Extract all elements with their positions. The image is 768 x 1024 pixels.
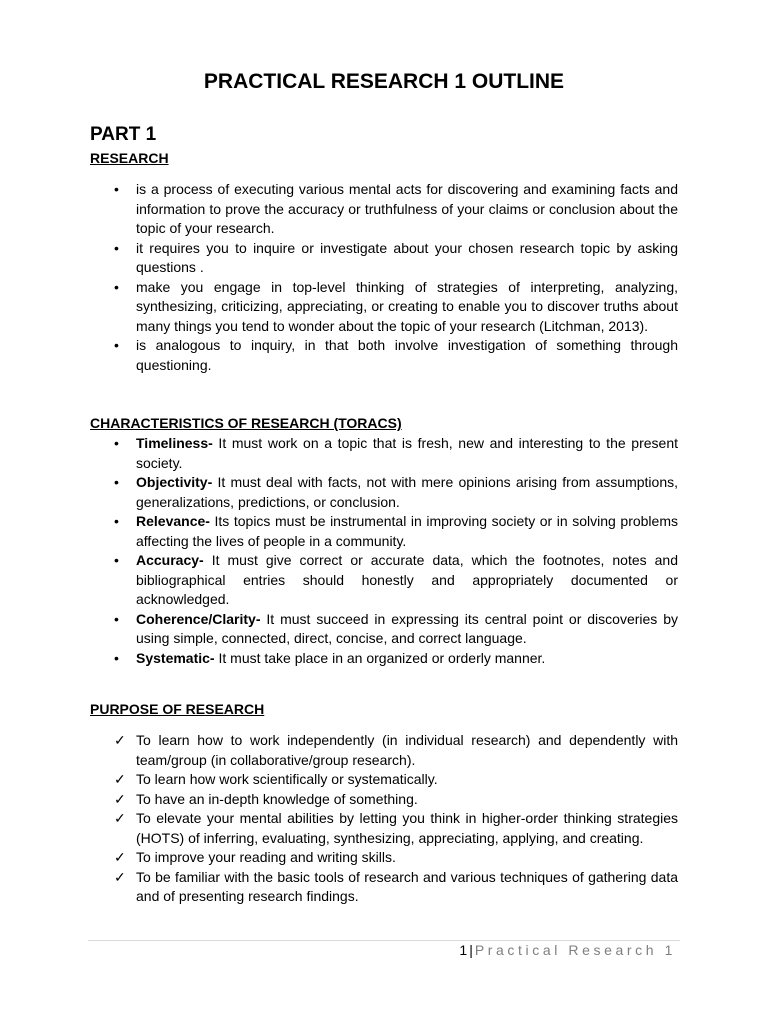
footer-separator: | (469, 942, 473, 958)
list-item-text: To improve your reading and writing skills. (136, 849, 396, 865)
bullet-marker: • (114, 278, 119, 295)
term-description: It must succeed in expressing its central point or discoveries by using simple, connected, direct, concise, and correct language. (136, 610, 678, 646)
bullet-marker: • (114, 513, 119, 529)
list-item-text: To elevate your mental abilities by letting you think in higher-order thinking strategies (HOTS) of inferring, evaluating, synthesizing, appreciating, applying, and creating. (136, 810, 678, 846)
list-item (90, 239, 678, 278)
list-item-text: is a process of executing various mental acts for discovering and examining facts and information to prove the accuracy or truthfulness of your claims or conclusion about the topic of your research. (136, 181, 678, 236)
part-title: PART 1 (90, 124, 157, 145)
characteristics-list (90, 434, 678, 668)
list-item-text: To learn how work scientifically or systematically. (136, 771, 438, 787)
checkmark-icon: ✓ (114, 849, 126, 865)
term-description: Its topics must be instrumental in improving society or in solving problems affecting the lives of people in a community. (136, 513, 678, 549)
term-label: Systematic- (136, 649, 215, 666)
list-item (90, 512, 678, 551)
list-item (90, 336, 678, 375)
page-number: 1 (459, 942, 468, 958)
page-footer (459, 942, 676, 958)
list-item-text: is analogous to inquiry, in that both involve investigation of something through questioning. (136, 337, 678, 373)
purpose-heading: PURPOSE OF RESEARCH (90, 701, 265, 717)
purpose-checklist (90, 731, 678, 907)
footer-label: Practical Research 1 (474, 942, 676, 958)
list-item (90, 551, 678, 610)
term-description: It must give correct or accurate data, which the footnotes, notes and bibliographical entries should honestly and appropriately documented or acknowledged. (136, 552, 678, 607)
list-item (90, 473, 678, 512)
list-item-text: To be familiar with the basic tools of research and various techniques of gathering data and of presenting research findings. (136, 868, 678, 904)
term-label: Objectivity- (136, 474, 213, 490)
document-title: PRACTICAL RESEARCH 1 OUTLINE (203, 70, 565, 93)
bullet-marker: • (114, 181, 119, 197)
research-bullet-list (90, 180, 678, 375)
checkmark-icon: ✓ (114, 732, 126, 748)
term-label: Accuracy- (136, 552, 204, 568)
term-label: Relevance- (136, 513, 210, 529)
bullet-marker: • (114, 474, 119, 490)
list-item (90, 868, 678, 907)
footer-divider (88, 940, 680, 941)
characteristics-heading: CHARACTERISTICS OF RESEARCH (TORACS) (90, 415, 402, 431)
list-item-text: make you engage in top-level thinking of strategies of interpreting, analyzing, synthesizing, criticizing, appreciating, or creating to enable you to discover truths about many things you tend to wonder about the topic of your research (Litchman, 2013). (136, 278, 678, 334)
term-description: It must deal with facts, not with mere opinions arising from assumptions, generalizations, predictions, or conclusion. (136, 474, 678, 510)
list-item (90, 848, 678, 868)
checkmark-icon: ✓ (114, 868, 126, 885)
checkmark-icon: ✓ (114, 810, 126, 826)
list-item (90, 731, 678, 770)
list-item-text: To learn how to work independently (in individual research) and dependently with team/group (in collaborative/group research). (136, 732, 678, 768)
list-item (90, 770, 678, 790)
bullet-marker: • (114, 239, 119, 256)
checkmark-icon: ✓ (114, 771, 126, 787)
list-item (90, 180, 678, 239)
bullet-marker: • (114, 552, 119, 568)
bullet-marker: • (114, 649, 119, 666)
term-label: Timeliness- (136, 435, 213, 451)
list-item-text: To have an in-depth knowledge of something. (136, 790, 418, 807)
bullet-marker: • (114, 337, 119, 353)
term-label: Coherence/Clarity- (136, 610, 261, 627)
list-item (90, 610, 678, 649)
list-item (90, 278, 678, 337)
list-item (90, 649, 678, 669)
bullet-marker: • (114, 610, 119, 627)
bullet-marker: • (114, 435, 119, 451)
list-item-text: it requires you to inquire or investigate about your chosen research topic by asking questions . (136, 239, 678, 275)
term-description: It must take place in an organized or orderly manner. (214, 649, 546, 666)
list-item (90, 809, 678, 848)
research-heading: RESEARCH (90, 150, 169, 166)
checkmark-icon: ✓ (114, 790, 126, 807)
list-item (90, 434, 678, 473)
list-item (90, 790, 678, 810)
term-description: It must work on a topic that is fresh, new and interesting to the present society. (136, 435, 678, 471)
